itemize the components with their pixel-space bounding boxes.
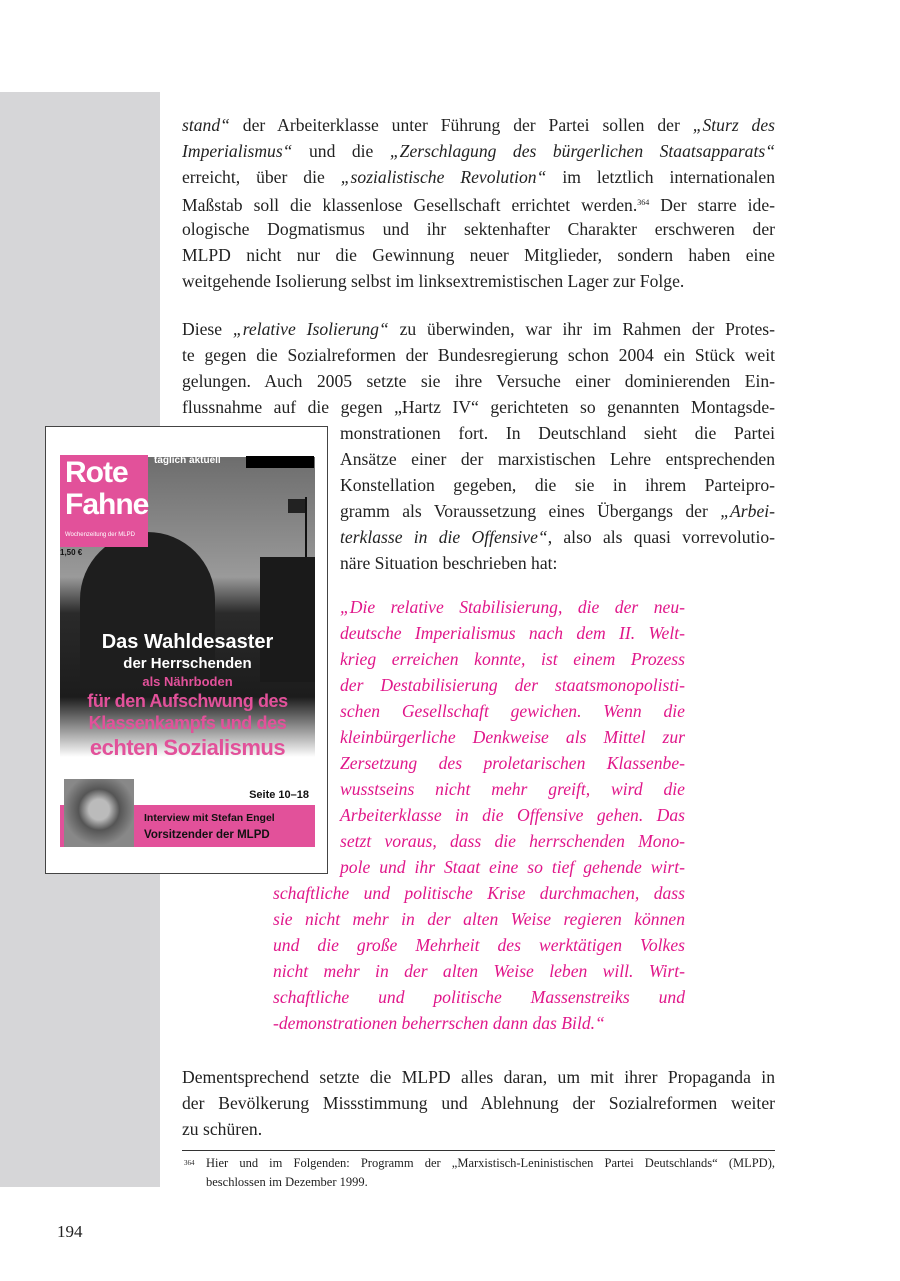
flagpole bbox=[305, 497, 307, 557]
text-segment: „relative Isolierung“ bbox=[232, 319, 389, 339]
text-segment: deutsche Imperialismus nach dem II. Welt- bbox=[340, 623, 685, 643]
page-reference: Seite 10–18 bbox=[249, 789, 309, 801]
text-segment: näre Situation beschrieben hat: bbox=[340, 553, 558, 573]
footnote-line: beschlossen im Dezember 1999. bbox=[206, 1175, 368, 1189]
quote-line bbox=[340, 594, 685, 620]
text-line bbox=[340, 472, 775, 498]
footnote-number: 364 bbox=[184, 1159, 195, 1167]
text-line bbox=[340, 420, 775, 446]
text-segment: Dementsprechend setzte die MLPD alles daran, um mit ihrer Propaganda in bbox=[182, 1067, 775, 1087]
text-segment: „sozialistische Revolution“ bbox=[340, 167, 547, 187]
text-segment: kleinbürgerliche Denkweise als Mittel zur bbox=[340, 727, 685, 747]
text-line bbox=[182, 368, 775, 394]
text-segment: nicht mehr in der alten Weise leben will. Wirt- bbox=[273, 961, 685, 981]
headline: als Nährboden bbox=[142, 674, 233, 689]
quote-line bbox=[340, 620, 685, 646]
text-line bbox=[182, 1090, 775, 1116]
text-segment: -demonstrationen beherrschen dann das Bild.“ bbox=[273, 1013, 605, 1033]
text-segment: Arbeiterklasse in die Offensive gehen. Das bbox=[340, 805, 685, 825]
text-segment: zu überwinden, war ihr im Rahmen der Protes- bbox=[388, 319, 775, 339]
text-line bbox=[182, 190, 775, 216]
text-segment: gramm als Voraussetzung eines Übergangs der bbox=[340, 501, 721, 521]
text-line bbox=[182, 112, 775, 138]
redaction-bar bbox=[246, 456, 314, 468]
headline: der Herrschenden bbox=[123, 655, 252, 672]
headline: für den Aufschwung des bbox=[87, 691, 288, 711]
quote-line bbox=[340, 802, 685, 828]
quote-line bbox=[273, 932, 685, 958]
text-line bbox=[340, 498, 775, 524]
text-segment: der Arbeiterklasse unter Führung der Partei sollen der bbox=[229, 115, 693, 135]
text-segment: „Sturz des bbox=[692, 115, 775, 135]
text-segment: sie nicht mehr in der alten Weise regieren können bbox=[273, 909, 685, 929]
text-segment: te gegen die Sozialreformen der Bundesregierung schon 2004 ein Stück weit bbox=[182, 345, 775, 365]
quote-line bbox=[273, 984, 685, 1010]
text-segment: krieg erreichen konnte, ist einem Prozess bbox=[340, 649, 685, 669]
quote-line bbox=[340, 724, 685, 750]
quote-line bbox=[340, 854, 685, 880]
headline: Klassenkampfs und des bbox=[88, 713, 287, 733]
quote-line bbox=[273, 906, 685, 932]
text-segment: schaftliche und politische Krise durchmachen, dass bbox=[273, 883, 685, 903]
text-segment: „Arbei- bbox=[720, 501, 775, 521]
text-segment: Maßstab soll die klassenlose Gesellschaft errichtet werden. bbox=[182, 195, 638, 215]
text-segment: erreicht, über die bbox=[182, 167, 341, 187]
tagline: täglich aktuell bbox=[154, 455, 221, 466]
text-segment: Zersetzung des proletarischen Klassenbe- bbox=[340, 753, 685, 773]
text-line bbox=[182, 138, 775, 164]
quote-line bbox=[340, 672, 685, 698]
headline: echten Sozialismus bbox=[89, 735, 286, 760]
portrait-photo bbox=[64, 779, 134, 847]
text-segment: „Zerschlagung des bürgerlichen Staatsapparats“ bbox=[389, 141, 775, 161]
text-segment: Ansätze einer der marxistischen Lehre entsprechenden bbox=[340, 449, 775, 469]
quote-line bbox=[273, 958, 685, 984]
text-line bbox=[182, 216, 775, 242]
masthead-title-1: Rote bbox=[65, 456, 128, 489]
text-line bbox=[340, 446, 775, 472]
text-line bbox=[182, 242, 775, 268]
headline: Das Wahldesaster bbox=[101, 631, 274, 653]
text-segment: pole und ihr Staat eine so tief gehende wirt- bbox=[340, 857, 685, 877]
newspaper-masthead bbox=[60, 455, 148, 547]
text-segment: weitgehende Isolierung selbst im linksextremistischen Lager zur Folge. bbox=[182, 271, 685, 291]
text-line bbox=[340, 550, 775, 576]
quote-line bbox=[273, 1010, 685, 1036]
price: 1,50 € bbox=[60, 548, 83, 557]
text-segment: wusstseins nicht mehr greift, wird die bbox=[340, 779, 685, 799]
masthead-title-2: Fahne bbox=[65, 488, 149, 521]
text-segment: flussnahme auf die gegen „Hartz IV“ gerichteten so genannten Montagsde- bbox=[182, 397, 775, 417]
text-segment: Konstellation gegeben, die sie in ihrem Parteipro- bbox=[340, 475, 775, 495]
footnote-line: Hier und im Folgenden: Programm der „Marxistisch-Leninistischen Partei Deutschlands“ (MLPD), bbox=[206, 1156, 775, 1170]
text-segment: setzt voraus, dass die herrschenden Mono- bbox=[340, 831, 685, 851]
text-segment: stand“ bbox=[182, 115, 230, 135]
text-segment: schen Gesellschaft gewichen. Wenn die bbox=[340, 701, 685, 721]
text-segment: ologische Dogmatismus und ihr sektenhafter Charakter erschweren der bbox=[182, 219, 775, 239]
newspaper-cover-image bbox=[45, 426, 328, 874]
quote-line bbox=[340, 698, 685, 724]
footnote-ref: 364 bbox=[637, 198, 650, 207]
quote-line bbox=[340, 828, 685, 854]
quote-line bbox=[340, 776, 685, 802]
text-line bbox=[340, 524, 775, 550]
quote-line bbox=[273, 880, 685, 906]
text-line bbox=[182, 268, 775, 294]
text-segment: terklasse in die Offensive“ bbox=[340, 527, 548, 547]
text-segment: und die bbox=[292, 141, 390, 161]
text-segment: der Destabilisierung der staatsmonopolisti- bbox=[340, 675, 685, 695]
page-number: 194 bbox=[57, 1222, 83, 1241]
text-segment: und die große Mehrheit des werktätigen Volkes bbox=[273, 935, 685, 955]
quote-line bbox=[340, 750, 685, 776]
text-line bbox=[182, 394, 775, 420]
text-segment: Der starre ide- bbox=[649, 195, 776, 215]
text-segment: , also als quasi vorrevolutio- bbox=[547, 527, 775, 547]
text-segment: MLPD nicht nur die Gewinnung neuer Mitglieder, sondern haben eine bbox=[182, 245, 775, 265]
text-segment: Imperialismus“ bbox=[182, 141, 293, 161]
text-segment: monstrationen fort. In Deutschland sieht die Partei bbox=[340, 423, 775, 443]
text-segment: gelungen. Auch 2005 setzte sie ihre Versuche einer dominierenden Ein- bbox=[182, 371, 775, 391]
flag-icon bbox=[288, 499, 305, 513]
text-line bbox=[182, 1064, 775, 1090]
text-segment: schaftliche und politische Massenstreiks und bbox=[273, 987, 685, 1007]
text-segment: der Bevölkerung Missstimmung und Ablehnung der Sozialreformen weiter bbox=[182, 1093, 775, 1113]
text-line bbox=[182, 1116, 775, 1142]
text-line bbox=[182, 342, 775, 368]
quote-line bbox=[340, 646, 685, 672]
text-line bbox=[182, 316, 775, 342]
text-segment: zu schüren. bbox=[182, 1119, 263, 1139]
text-segment: im letztlich internationalen bbox=[546, 167, 775, 187]
text-segment: „Die relative Stabilisierung, die der neu- bbox=[340, 597, 685, 617]
text-line bbox=[182, 164, 775, 190]
interview-line: Vorsitzender der MLPD bbox=[144, 829, 270, 841]
masthead-subtitle: Wochenzeitung der MLPD bbox=[65, 532, 135, 538]
interview-line: Interview mit Stefan Engel bbox=[144, 812, 275, 824]
text-segment: Diese bbox=[182, 319, 233, 339]
footnote-rule bbox=[182, 1150, 775, 1151]
